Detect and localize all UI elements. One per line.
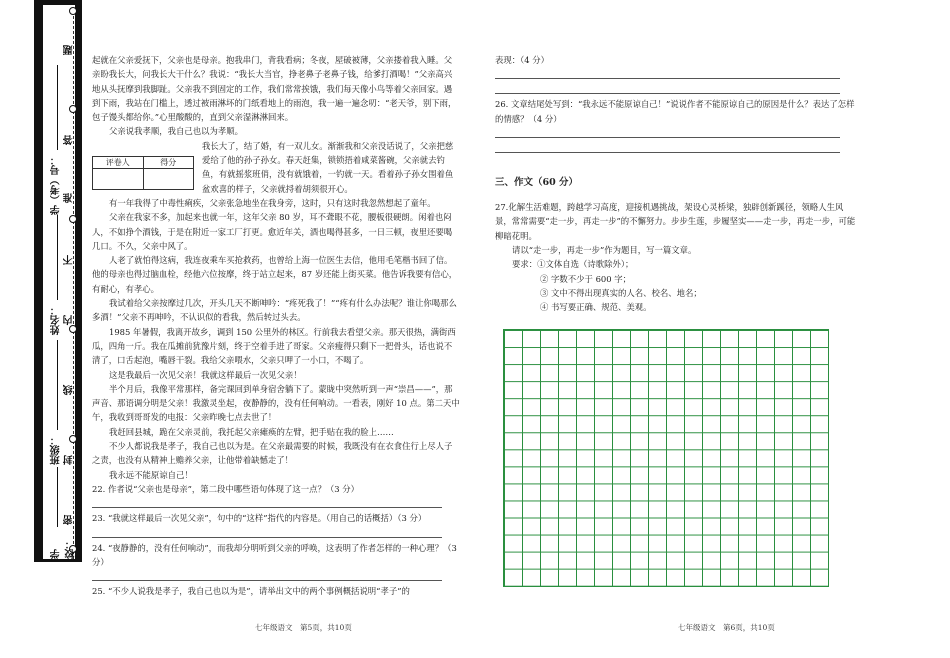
answer-line-26[interactable]: [495, 126, 840, 138]
binding-inner: [42, 4, 76, 560]
reviewer-header: 评卷人: [93, 157, 144, 168]
answer-line-22[interactable]: [92, 496, 442, 508]
binding-hole: [69, 105, 77, 113]
name-blank[interactable]: [57, 215, 58, 300]
binding-hole: [69, 7, 77, 15]
class-label: 班级：: [51, 435, 62, 465]
requirement-item: ② 字数不少于 600 字；: [540, 273, 631, 284]
passage-paragraph: 有一年我得了中毒性痢疾，父亲张急地坐在我身旁，这时，只有这时我忽然想起了童年。: [109, 197, 436, 208]
passage-paragraph: 我永远不能原谅自己！: [109, 469, 193, 480]
passage-paragraph: 不少人都说我是孝子，我自己也以为是。在父亲最需要的时候，我既没有在衣食住行上尽人子之责，也没有从精神上赡养父亲，让他带着缺憾走了！: [92, 441, 453, 466]
passage-paragraph: 父亲说我孝顺，我自己也以为孝顺。: [109, 126, 243, 137]
requirement-item: ①文体自选（诗歌除外）；: [537, 259, 634, 270]
right-page: [495, 53, 857, 315]
passage-paragraph: 起就在父亲爱抚下，父亲也是母亲。抱我串门，背我看病；冬夜，屋破被薄，父亲搂着我入睡。父亲盼我长大，问我长大干什么？我说：“我长大当官，挣老鼻子老鼻子钱，给爹打酒喝！”父亲高兴地从头抚摩到我脚趾。父亲我不到固定的工作，我们常常挨饿，我们每天像小鸟等着父亲回家。遇到下雨，我站在门槛上，透过被雨淋坏的门纸看地上的雨泡，我一遍一遍念叨：“老天爷，别下雨，包子馒头都给你。”心里酸酸的，直到父亲湿淋淋回来。: [92, 55, 457, 123]
question-26: 26. 文章结尾处写到：“我永远不能原谅自己！”说说作者不能原谅自己的原因是什么？表达了怎样的情感？（4 分）: [495, 99, 855, 124]
binding-mark: 内: [64, 315, 75, 325]
class-blank[interactable]: [57, 340, 58, 430]
requirement-item: ④ 书写要正确、规范、美观。: [540, 302, 652, 313]
school-blank[interactable]: [57, 467, 58, 527]
section-heading-composition: 三、作文（60 分）: [495, 176, 579, 188]
answer-line-25[interactable]: [495, 67, 840, 79]
passage-paragraph: 我试着给父亲按摩过几次，开头几天不断呻吟：“疼死我了！”“疼有什么办法呢？谁让你喝那么多酒！”父亲不再呻吟，不认识似的看我，然后转过头去。: [92, 298, 457, 323]
composition-prompt: 请以“走一步，再走一步”作为题目，写一篇文章。: [512, 245, 697, 256]
binding-hole: [69, 325, 77, 333]
answer-line-23[interactable]: [92, 526, 442, 538]
passage-paragraph: 这是我最后一次见父亲！我就这样最后一次见父亲！: [109, 369, 302, 380]
answer-line-26[interactable]: [495, 141, 840, 153]
binding-margin: [34, 0, 82, 562]
binding-hole: [69, 215, 77, 223]
cut-line: [73, 11, 74, 559]
binding-mark: 准: [64, 193, 75, 203]
passage-paragraph: 我长大了，结了婚，有一双儿女。渐渐我和父亲没话说了，父亲把慈爱给了他的孙子孙女。春天赶集，锁锁捂着咸菜酱碗，父亲就去钓鱼，有就摇浆班俏，没有就饿着，一钓就一天。看着孙子孙女围着鱼盆欢喜的样子，父亲就捋着胡须很开心。: [202, 140, 454, 194]
binding-mark: 题: [64, 45, 75, 55]
binding-mark: 答: [64, 135, 75, 145]
question-27: 27.化解生活难题，跨越学习高度，迎接机遇挑战，架设心灵桥梁，独辟创新蹊径，领略人生风景，常常需要“走一步，再走一步”的不懈努力。步步生莲，步履坚实——走一步，再走一步，可能柳暗花明。: [495, 202, 856, 241]
passage-paragraph: 1985 年暑假，我离开故乡，调到 150 公里外的林区。行前我去看望父亲。那天很热，满街西瓜，四角一斤。我在瓜摊前犹豫片刻，终于空着手进了哥家。父亲瘦得只剩下一把骨头，话也说不清了，口舌起泡，嘴唇干裂。我给父亲喂水，父亲只呷了一小口，不喝了。: [92, 326, 456, 366]
composition-grid[interactable]: [503, 329, 829, 587]
passage-paragraph: 人老了就怕得这病，我连夜乘车买抢救药，也曾给上海一位医生去信，他用毛笔楷书回了信。他的母亲也得过脑血栓，经他六位按摩，终于站立起来，87 岁还能上街买菜。他告诉我要有信心，有耐心，有孝心。: [92, 255, 458, 294]
exam-number-blank[interactable]: [57, 65, 58, 150]
binding-mark: 封: [64, 455, 75, 465]
binding-mark: 密: [64, 515, 75, 525]
question-25-tail: 表现：（4 分）: [495, 55, 550, 65]
page-footer-right: 七年级语文 第6页，共10页: [678, 623, 775, 632]
binding-mark: 线: [64, 385, 75, 395]
question-22: 22. 作者说“父亲也是母亲”，第二段中哪些语句体现了这一点？（3 分）: [92, 483, 360, 494]
requirements: [495, 257, 857, 271]
binding-mark: 不: [64, 255, 75, 265]
page-footer-left: 七年级语文 第5页，共10页: [255, 623, 352, 632]
school-label: 学校：: [51, 539, 77, 559]
answer-line-25[interactable]: [495, 82, 840, 94]
passage-paragraph: 半个月后，我像平常那样，备完课回到单身宿舍躺下了。蒙眬中突然听到一声“崇昌——”，那声音、那语调分明是父亲！我激灵坐起，夜静静的，没有任何响动。一看表，刚好 10 点。第二天中午，我收到哥哥发的电报：父亲昨晚七点去世了！: [92, 383, 460, 423]
score-header: 得分: [160, 158, 177, 167]
passage-paragraph: 父亲在我家不多，加起来也就一年，这年父亲 80 岁，耳不聋眼不花，腰板很硬朗。闲着也闷人，不如挣个酒钱，于是在附近一家工厂打更。愈近年关，酒也喝得甚多，一日三顿，夜里还要喝几口。不久，父亲中风了。: [92, 212, 453, 251]
binding-hole: [69, 435, 77, 443]
question-24: 24. “夜静静的，没有任何响动”，而我却分明听到父亲的呼唤，这表明了作者怎样的一种心理？（3 分）: [92, 542, 457, 567]
answer-line-24[interactable]: [92, 569, 442, 581]
name-label: 姓名：: [51, 305, 62, 335]
question-25: 25. “不少人说我是孝子，我自己也以为是”，请举出文中的两个事例概括说明“孝子”的: [92, 586, 410, 597]
requirement-item: ③ 文中不得出现真实的人名、校名、地名；: [540, 287, 702, 298]
question-23: 23. “我就这样最后一次见父亲”，句中的“这样”指代的内容是。（用自己的话概括）（3 分）: [92, 513, 427, 524]
exam-number-label: 学（考）号：: [51, 155, 62, 215]
requirements-label: 要求：: [512, 259, 538, 270]
reading-passage: [92, 53, 460, 598]
passage-paragraph: 我赶回县城，跪在父亲灵前，我托起父亲瘫痪的左臂，把手贴在我的脸上……: [109, 426, 394, 437]
